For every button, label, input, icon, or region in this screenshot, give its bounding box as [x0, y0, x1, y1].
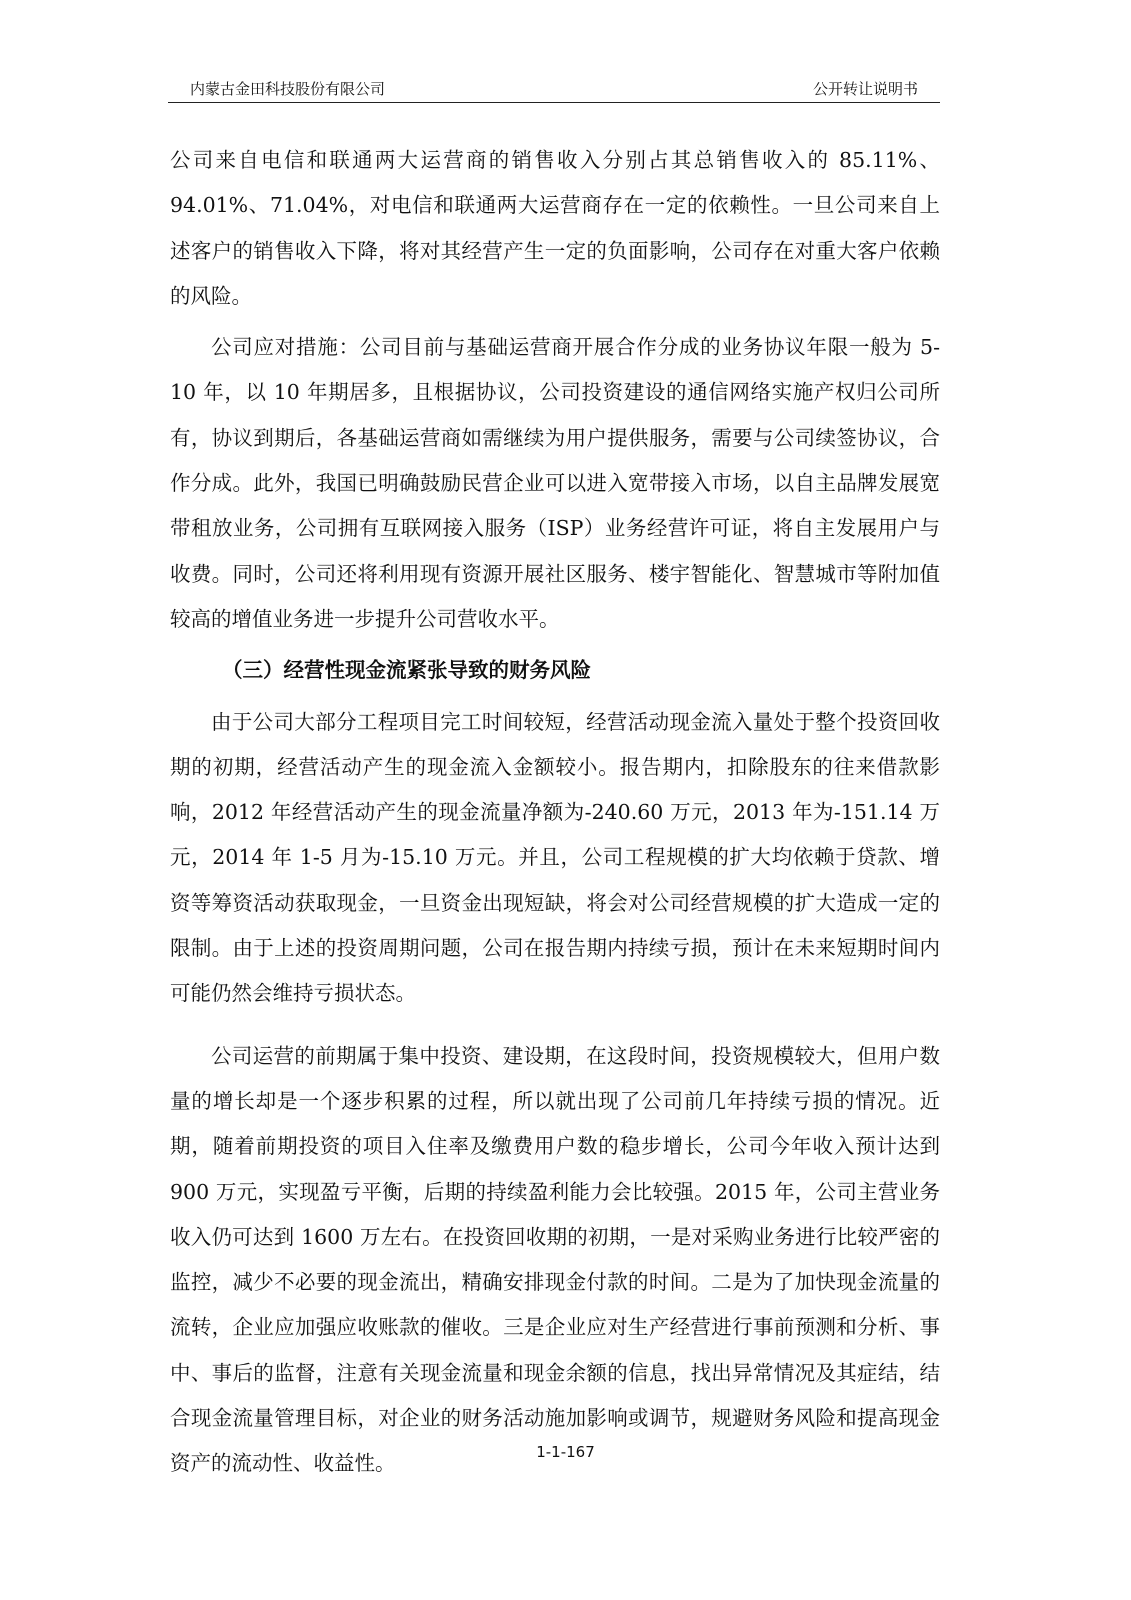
paragraph-cash-flow-risk: 由于公司大部分工程项目完工时间较短，经营活动现金流入量处于整个投资回收期的初期，经营活动产生的现金流入金额较小。报告期内，扣除股东的往来借款影响，2012 年经营活动产生的现金流量净额为-240.60 万元，2013 年为-151.14 万元，2014 年 1-5 月为-15.10 万元。并且，公司工程规模的扩大均依赖于贷款、增资等筹资活动获取现金，一旦资金出现短缺，将会对公司经营规模的扩大造成一定的限制。由于上述的投资周期问题，公司在报告期内持续亏损，预计在未来短期时间内可能仍然会维持亏损状态。: [170, 709, 940, 1006]
page-number: 1-1-167: [536, 1443, 595, 1461]
header-company-name: 内蒙古金田科技股份有限公司: [190, 80, 386, 98]
page-content: [170, 138, 940, 1487]
paragraph-operations-measures: 公司运营的前期属于集中投资、建设期，在这段时间，投资规模较大，但用户数量的增长却是一个逐步积累的过程，所以就出现了公司前几年持续亏损的情况。近期，随着前期投资的项目入住率及缴费用户数的稳步增长，公司今年收入预计达到 900 万元，实现盈亏平衡，后期的持续盈利能力会比较强。2015 年，公司主营业务收入仍可达到 1600 万左右。在投资回收期的初期，一是对采购业务进行比较严密的监控，减少不必要的现金流出，精确安排现金付款的时间。二是为了加快现金流量的流转，企业应加强应收账款的催收。三是企业应对生产经营进行事前预测和分析、事中、事后的监督，注意有关现金流量和现金余额的信息，找出异常情况及其症结，结合现金流量管理目标，对企业的财务活动施加影响或调节，规避财务风险和提高现金资产的流动性、收益性。: [170, 1043, 940, 1476]
page-header: [168, 74, 940, 103]
paragraph-customer-dependence: 公司来自电信和联通两大运营商的销售收入分别占其总销售收入的 85.11%、94.01%、71.04%，对电信和联通两大运营商存在一定的依赖性。一旦公司来自上述客户的销售收入下降，将对其经营产生一定的负面影响，公司存在对重大客户依赖的风险。: [170, 148, 940, 308]
header-document-title: 公开转让说明书: [812, 80, 918, 98]
section-heading: （三）经营性现金流紧张导致的财务风险: [222, 658, 591, 683]
paragraph-countermeasures: 公司应对措施：公司目前与基础运营商开展合作分成的业务协议年限一般为 5-10 年，以 10 年期居多，且根据协议，公司投资建设的通信网络实施产权归公司所有，协议到期后，各基础运营商如需继续为用户提供服务，需要与公司续签协议，合作分成。此外，我国已明确鼓励民营企业可以进入宽带接入市场，以自主品牌发展宽带租放业务，公司拥有互联网接入服务（ISP）业务经营许可证，将自主发展用户与收费。同时，公司还将利用现有资源开展社区服务、楼宇智能化、智慧城市等附加值较高的增值业务进一步提升公司营收水平。: [170, 335, 940, 631]
